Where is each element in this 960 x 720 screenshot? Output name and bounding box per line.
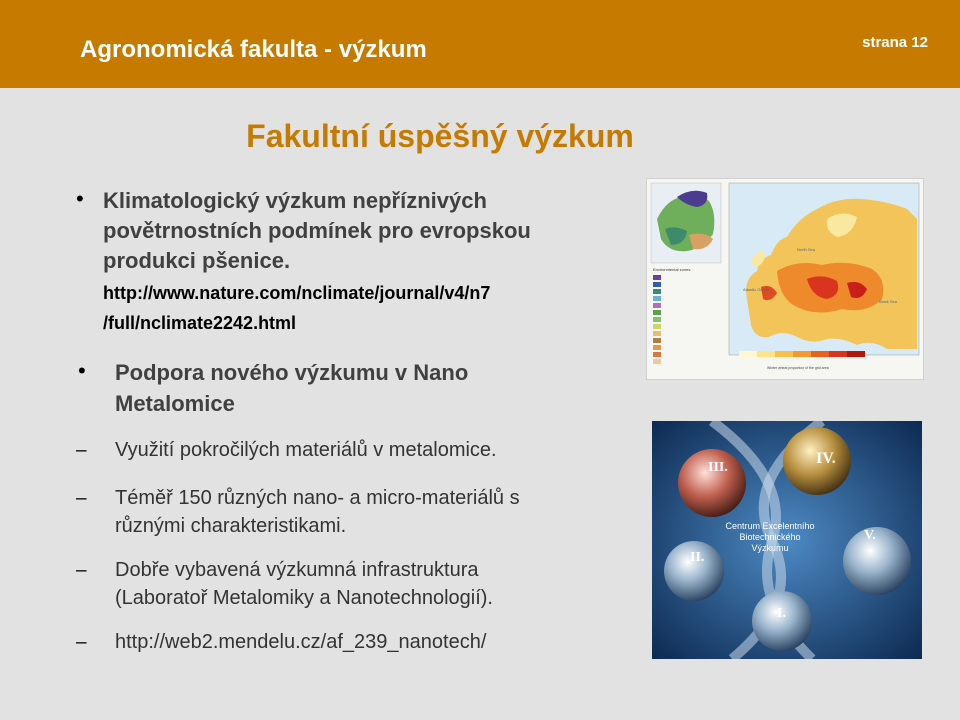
bullet-line: Metalomice <box>115 390 235 416</box>
dash-marker: – <box>76 560 87 581</box>
subitem-nano-materials <box>115 484 615 540</box>
svg-text:Atlantic Ocean: Atlantic Ocean <box>743 287 770 292</box>
nature-link-line-1[interactable]: http://www.nature.com/nclimate/journal/v4/n7 <box>103 283 491 303</box>
subitem-infrastructure <box>115 556 615 612</box>
bullet-line: produkci pšenice. <box>103 247 291 273</box>
numeral-IV: IV. <box>816 450 836 467</box>
nanotech-center-image <box>652 421 922 659</box>
dash-marker: – <box>76 632 87 653</box>
bullet-line: Podpora nového výzkumu v Nano <box>115 360 469 385</box>
numeral-V: V. <box>864 528 876 543</box>
header-bar <box>0 0 960 88</box>
slide-title: Fakultní úspěšný výzkum <box>246 118 634 154</box>
subitem-line[interactable]: http://web2.mendelu.cz/af_239_nanotech/ <box>115 631 487 653</box>
subitem-materials <box>115 436 615 464</box>
svg-text:Environmental zones: Environmental zones <box>653 267 691 272</box>
bullet-line: Klimatologický výzkum nepříznivých <box>103 188 487 213</box>
numeral-II: II. <box>690 550 705 565</box>
subitem-line: Téměř 150 různých nano- a micro-materiálů s <box>115 487 520 509</box>
subitem-line: (Laboratoř Metalomiky a Nanotechnologií). <box>115 587 493 609</box>
bullet-nano-metalomics <box>115 358 595 420</box>
subitem-line: různými charakteristikami. <box>115 515 347 537</box>
nature-link-line-2[interactable]: /full/nclimate2242.html <box>103 313 297 333</box>
bullet-line: povětrnostních podmínek pro evropskou <box>103 217 531 243</box>
svg-text:North Sea: North Sea <box>797 247 816 252</box>
subitem-line: Dobře vybavená výzkumná infrastruktura <box>115 559 479 581</box>
center-label-line-3: Výzkumu <box>751 543 789 553</box>
europe-wheat-map-image <box>646 178 924 380</box>
bullet-marker: • <box>78 358 86 383</box>
bullet-climate-research <box>103 186 643 276</box>
svg-text:Winter wheat proportion of the: Winter wheat proportion of the grid area <box>767 366 829 370</box>
page-number: strana 12 <box>862 34 928 51</box>
header-title: Agronomická fakulta - výzkum <box>80 36 427 63</box>
center-label-line-1: Centrum Excelentního <box>725 521 815 531</box>
svg-text:Black Sea: Black Sea <box>879 299 898 304</box>
subitem-nanotech-link[interactable] <box>115 628 615 656</box>
dash-marker: – <box>76 488 87 509</box>
bullet-marker: • <box>76 186 84 211</box>
numeral-I: I. <box>777 606 786 621</box>
dash-marker: – <box>76 440 87 461</box>
numeral-III: III. <box>708 460 728 475</box>
subitem-line: Využití pokročilých materiálů v metalomice. <box>115 439 497 461</box>
center-label-line-2: Biotechnického <box>739 532 801 542</box>
